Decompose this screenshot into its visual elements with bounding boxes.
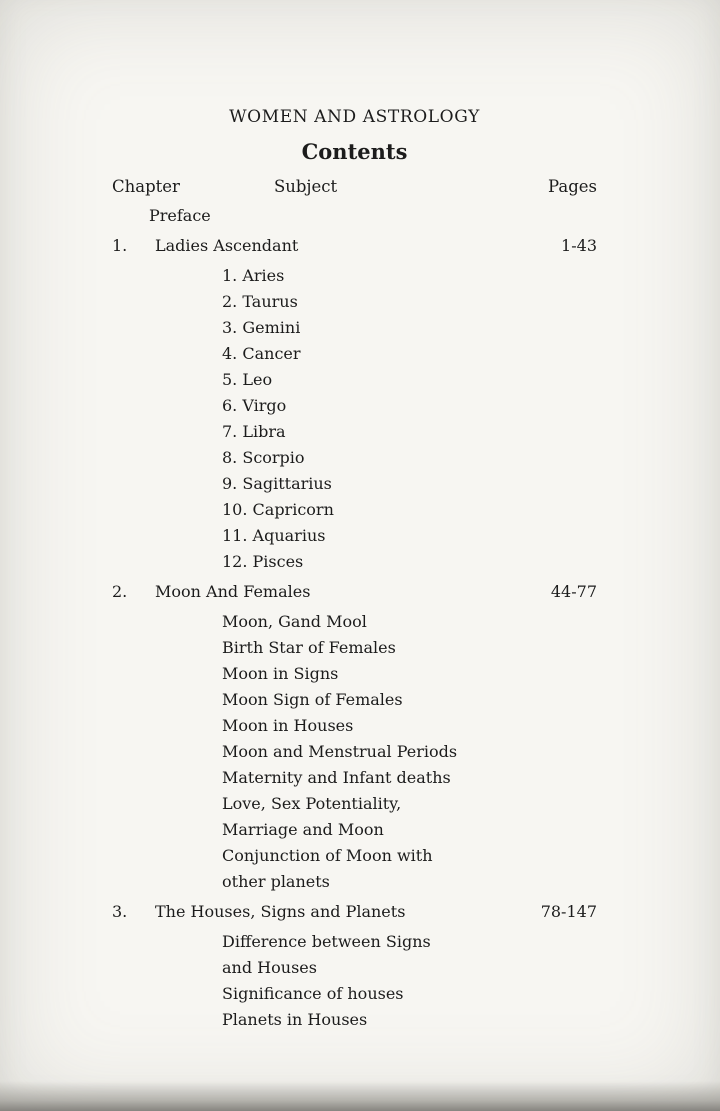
toc-subitem: Maternity and Infant deaths [222, 768, 451, 787]
preface-row: Preface [149, 206, 211, 225]
toc-subitem: 1. Aries [222, 266, 285, 285]
toc-subitem: Planets in Houses [222, 1010, 368, 1029]
toc-subitem: 2. Taurus [222, 292, 298, 311]
book-title: WOMEN AND ASTROLOGY [229, 107, 480, 127]
toc-subitem: 4. Cancer [222, 344, 301, 363]
toc-subitem: 3. Gemini [222, 318, 301, 337]
toc-subitem: other planets [222, 872, 330, 891]
entry-number: 3. [112, 902, 128, 921]
entry-pages: 78-147 [540, 902, 597, 921]
toc-entry-1 [112, 233, 597, 259]
column-header-pages: Pages [548, 177, 597, 196]
column-headers [112, 174, 597, 200]
column-header-subject: Subject [273, 177, 338, 196]
toc-entry-2 [112, 579, 597, 605]
toc-subitem: Moon and Menstrual Periods [222, 742, 458, 761]
toc-subitem: Moon in Signs [222, 664, 339, 683]
entry-pages: 44-77 [550, 582, 597, 601]
toc-entry-3-subitems [112, 929, 597, 1033]
entry-title: Moon And Females [155, 582, 311, 601]
scan-bottom-shadow [0, 1081, 720, 1111]
entry-title: Ladies Ascendant [155, 236, 299, 255]
toc-subitem: 7. Libra [222, 422, 286, 441]
toc-subitem: 9. Sagittarius [222, 474, 332, 493]
toc-subitem: 8. Scorpio [222, 448, 305, 467]
toc-subitem: Moon, Gand Mool [222, 612, 367, 631]
toc-subitem: 11. Aquarius [222, 526, 326, 545]
entry-pages: 1-43 [561, 236, 597, 255]
toc-subitem: 6. Virgo [222, 396, 287, 415]
toc-subitem: Significance of houses [222, 984, 404, 1003]
toc-subitem: Marriage and Moon [222, 820, 384, 839]
toc-subitem: Birth Star of Females [222, 638, 396, 657]
toc-subitem: Love, Sex Potentiality, [222, 794, 402, 813]
column-header-chapter: Chapter [112, 177, 180, 196]
toc-entry-2-subitems [112, 609, 597, 895]
entry-number: 1. [112, 236, 128, 255]
toc-subitem: Moon Sign of Females [222, 690, 403, 709]
toc-subitem: and Houses [222, 958, 317, 977]
toc-subitem: Moon in Houses [222, 716, 354, 735]
toc-subitem: Conjunction of Moon with [222, 846, 433, 865]
toc-subitem: 12. Pisces [222, 552, 304, 571]
toc-subitem: 10. Capricorn [222, 500, 334, 519]
toc-subitem: 5. Leo [222, 370, 273, 389]
toc-subitem: Difference between Signs [222, 932, 431, 951]
toc-entry-3 [112, 899, 597, 925]
toc-entry-1-subitems [112, 263, 597, 575]
entry-title: The Houses, Signs and Planets [155, 902, 406, 921]
entry-number: 2. [112, 582, 128, 601]
contents-heading: Contents [301, 139, 408, 164]
